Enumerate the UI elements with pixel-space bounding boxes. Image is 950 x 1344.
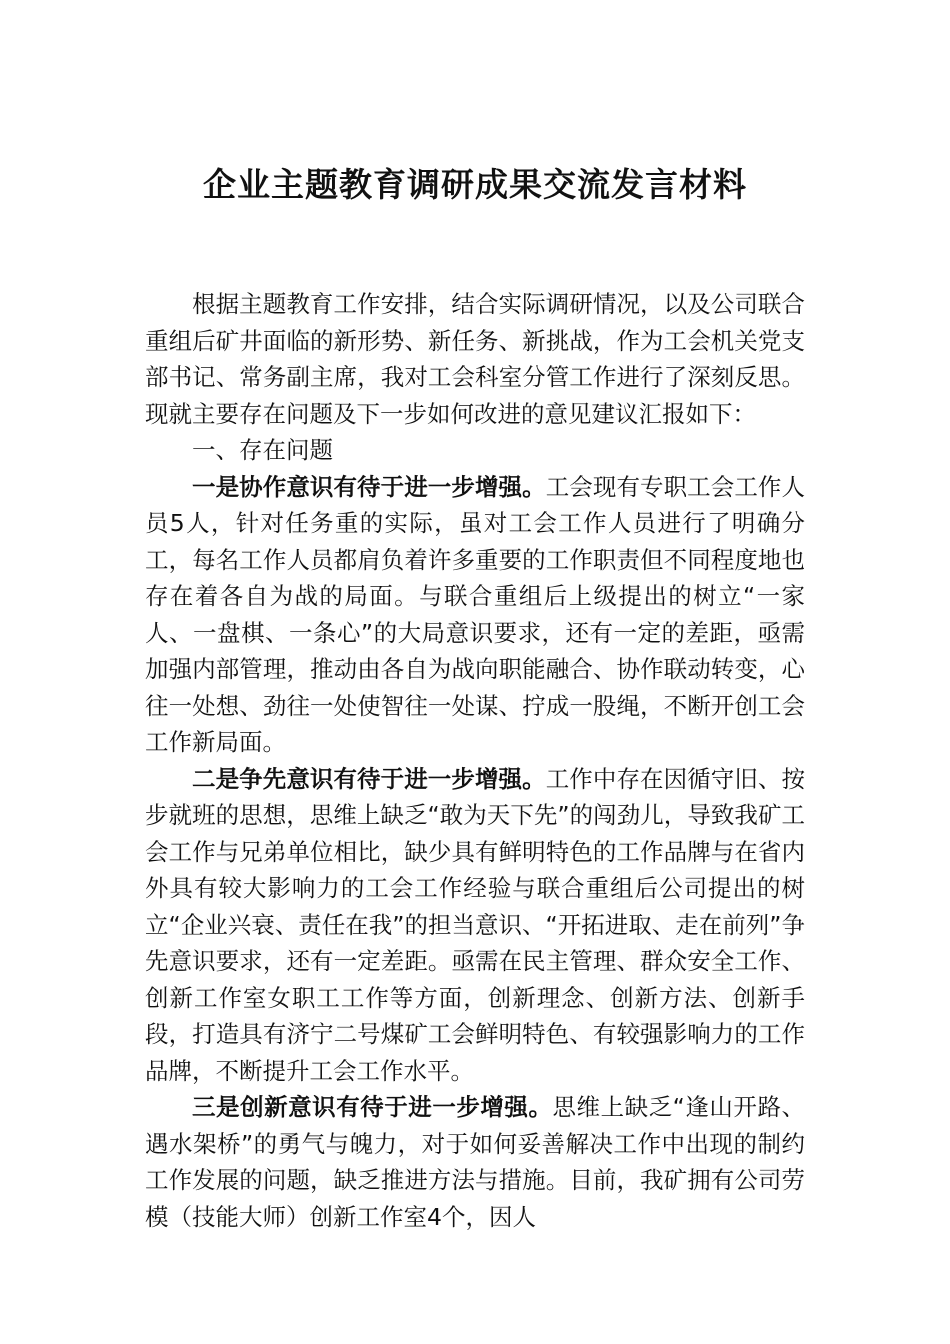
document-page (145, 150, 805, 1235)
intro-paragraph: 根据主题教育工作安排，结合实际调研情况，以及公司联合重组后矿井面临的新形势、新任务、新挑战，作为工会机关党支部书记、常务副主席，我对工会科室分管工作进行了深刻反思。现就主要存在问题及下一步如何改进的意见建议汇报如下： (145, 290, 805, 428)
document-body (145, 286, 805, 1235)
point-text: 工会现有专职工会工作人员5人，针对任务重的实际，虽对工会工作人员进行了明确分工，每名工作人员都肩负着许多重要的工作职责但不同程度地也存在着各自为战的局面。与联合重组后上级提出的树立“一家人、一盘棋、一条心”的大局意识要求，还有一定的差距，亟需加强内部管理，推动由各自为战向职能融合、协作联动转变，心往一处想、劲往一处使智往一处谋、拧成一股绳，不断开创工会工作新局面。 (145, 472, 806, 756)
point-text: 思维上缺乏“逢山开路、遇水架桥”的勇气与魄力，对于如何妥善解决工作中出现的制约工作发展的问题，缺乏推进方法与措施。目前，我矿拥有公司劳模（技能大师）创新工作室4个，因人 (145, 1093, 805, 1231)
point-lead: 一是协作意识有待于进一步增强。 (192, 472, 546, 501)
point-lead: 二是争先意识有待于进一步增强。 (192, 764, 546, 793)
point-text: 工作中存在因循守旧、按步就班的思想，思维上缺乏“敢为天下先”的闯劲儿，导致我矿工会工作与兄弟单位相比，缺少具有鲜明特色的工作品牌与在省内外具有较大影响力的工会工作经验与联合重组后公司提出的树立“企业兴衰、责任在我”的担当意识、“开拓进取、走在前列”争先意识要求，还有一定差距。亟需在民主管理、群众安全工作、创新工作室女职工工作等方面，创新理念、创新方法、创新手段，打造具有济宁二号煤矿工会鲜明特色、有较强影响力的工作品牌，不断提升工会工作水平。 (145, 764, 806, 1085)
point-paragraph-2 (145, 761, 805, 1090)
point-paragraph-1 (145, 469, 805, 761)
point-paragraph-3 (145, 1089, 805, 1235)
section-heading: 一、存在问题 (192, 436, 333, 464)
document-title: 企业主题教育调研成果交流发言材料 (203, 165, 747, 204)
point-lead: 三是创新意识有待于进一步增强。 (192, 1093, 553, 1121)
